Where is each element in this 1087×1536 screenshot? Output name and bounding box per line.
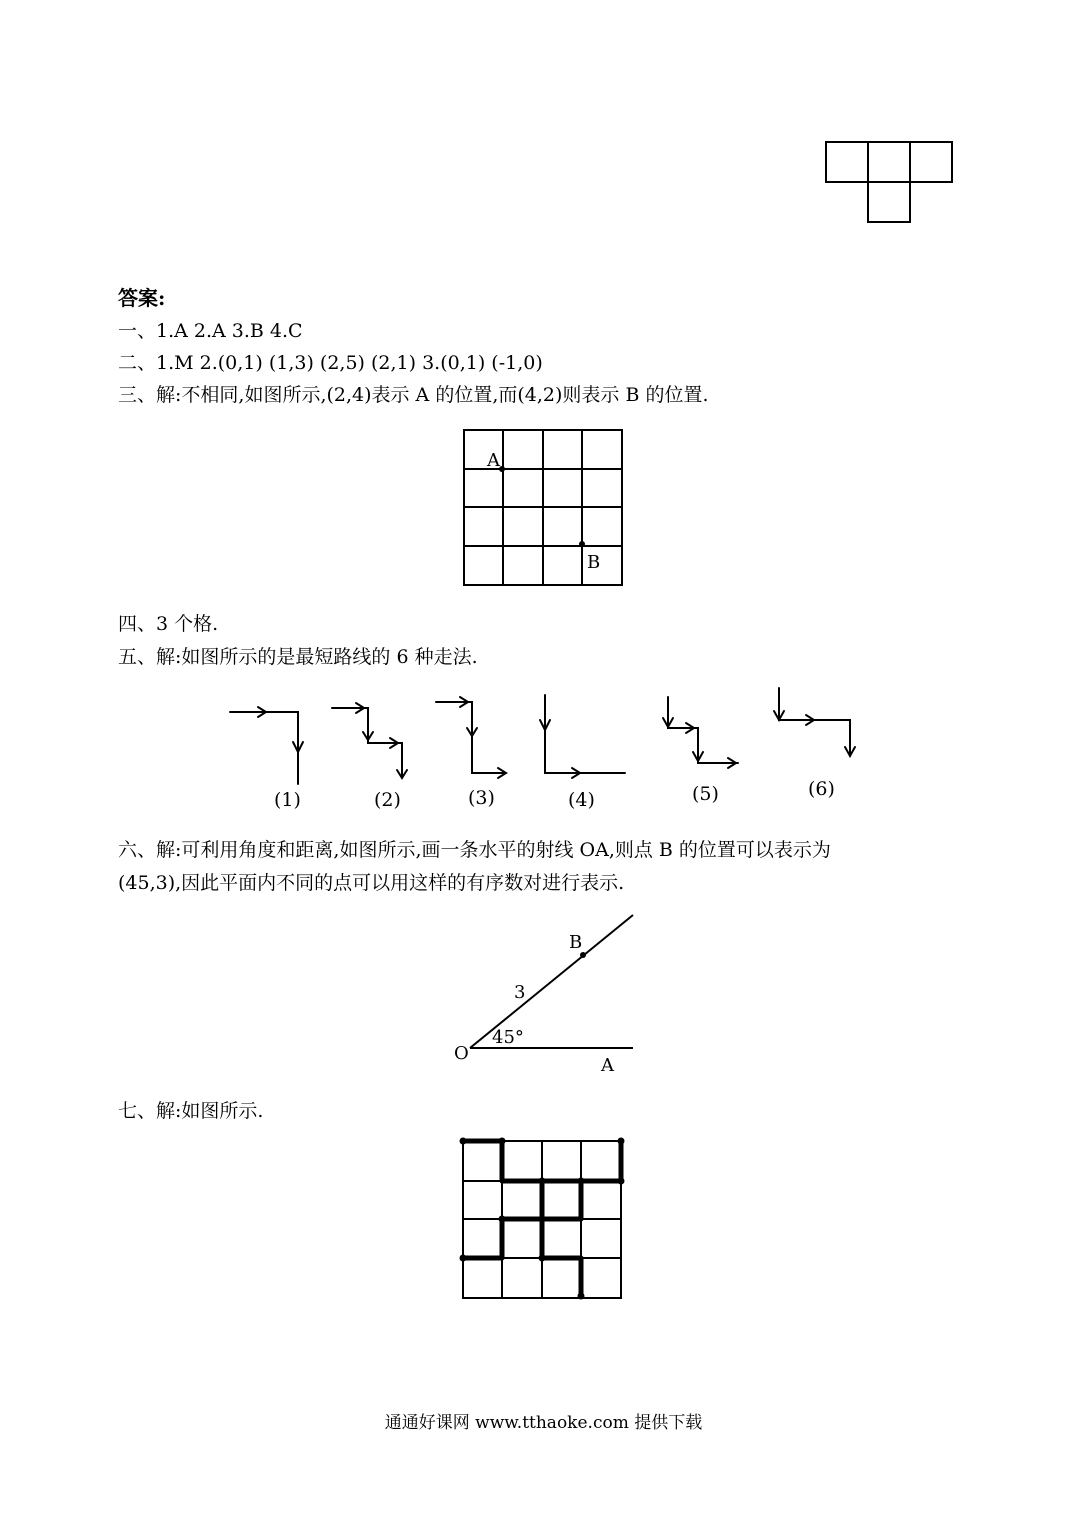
path-caption-1: (1): [274, 789, 301, 811]
path-3: [436, 697, 506, 778]
point-b: [579, 541, 585, 547]
answer-section-6b: (45,3),因此平面内不同的点可以用这样的有序数对进行表示.: [118, 872, 625, 894]
shortest-paths-figure: [220, 680, 880, 800]
path-caption-5: (5): [692, 783, 719, 805]
answer-section-4: 四、3 个格.: [118, 613, 219, 635]
angle-label: 45°: [492, 1027, 524, 1048]
path-4: [540, 695, 625, 778]
path-caption-3: (3): [468, 787, 495, 809]
path-caption-4: (4): [568, 789, 595, 811]
label-a: A: [487, 450, 500, 471]
label-b: B: [587, 552, 601, 573]
t-shape-net: [820, 136, 960, 228]
answer-section-2: 二、1.M 2.(0,1) (1,3) (2,5) (2,1) 3.(0,1) (-1,0): [118, 352, 543, 374]
label-a: A: [601, 1055, 614, 1076]
label-o: O: [454, 1043, 469, 1064]
answer-section-5: 五、解:如图所示的是最短路线的 6 种走法.: [118, 646, 478, 668]
path-2: [332, 703, 407, 778]
path-6: [774, 688, 855, 756]
footer-source: 通通好课网 www.tthaoke.com 提供下载: [384, 1413, 703, 1433]
path-caption-2: (2): [374, 789, 401, 811]
path-1: [230, 707, 303, 784]
bold-path-grid-figure: [458, 1136, 628, 1302]
distance-label: 3: [514, 982, 526, 1003]
answer-section-6a: 六、解:可利用角度和距离,如图所示,画一条水平的射线 OA,则点 B 的位置可以表示为: [118, 839, 831, 861]
answer-heading: 答案:: [118, 286, 166, 310]
answer-section-1: 一、1.A 2.A 3.B 4.C: [118, 320, 303, 342]
coordinate-grid-figure: [462, 428, 627, 588]
answer-section-7: 七、解:如图所示.: [118, 1100, 264, 1122]
angle-distance-figure: [448, 905, 648, 1080]
path-caption-6: (6): [808, 778, 835, 800]
label-b: B: [569, 932, 583, 953]
answer-section-3: 三、解:不相同,如图所示,(2,4)表示 A 的位置,而(4,2)则表示 B 的位置.: [118, 384, 709, 406]
path-5: [663, 697, 738, 768]
